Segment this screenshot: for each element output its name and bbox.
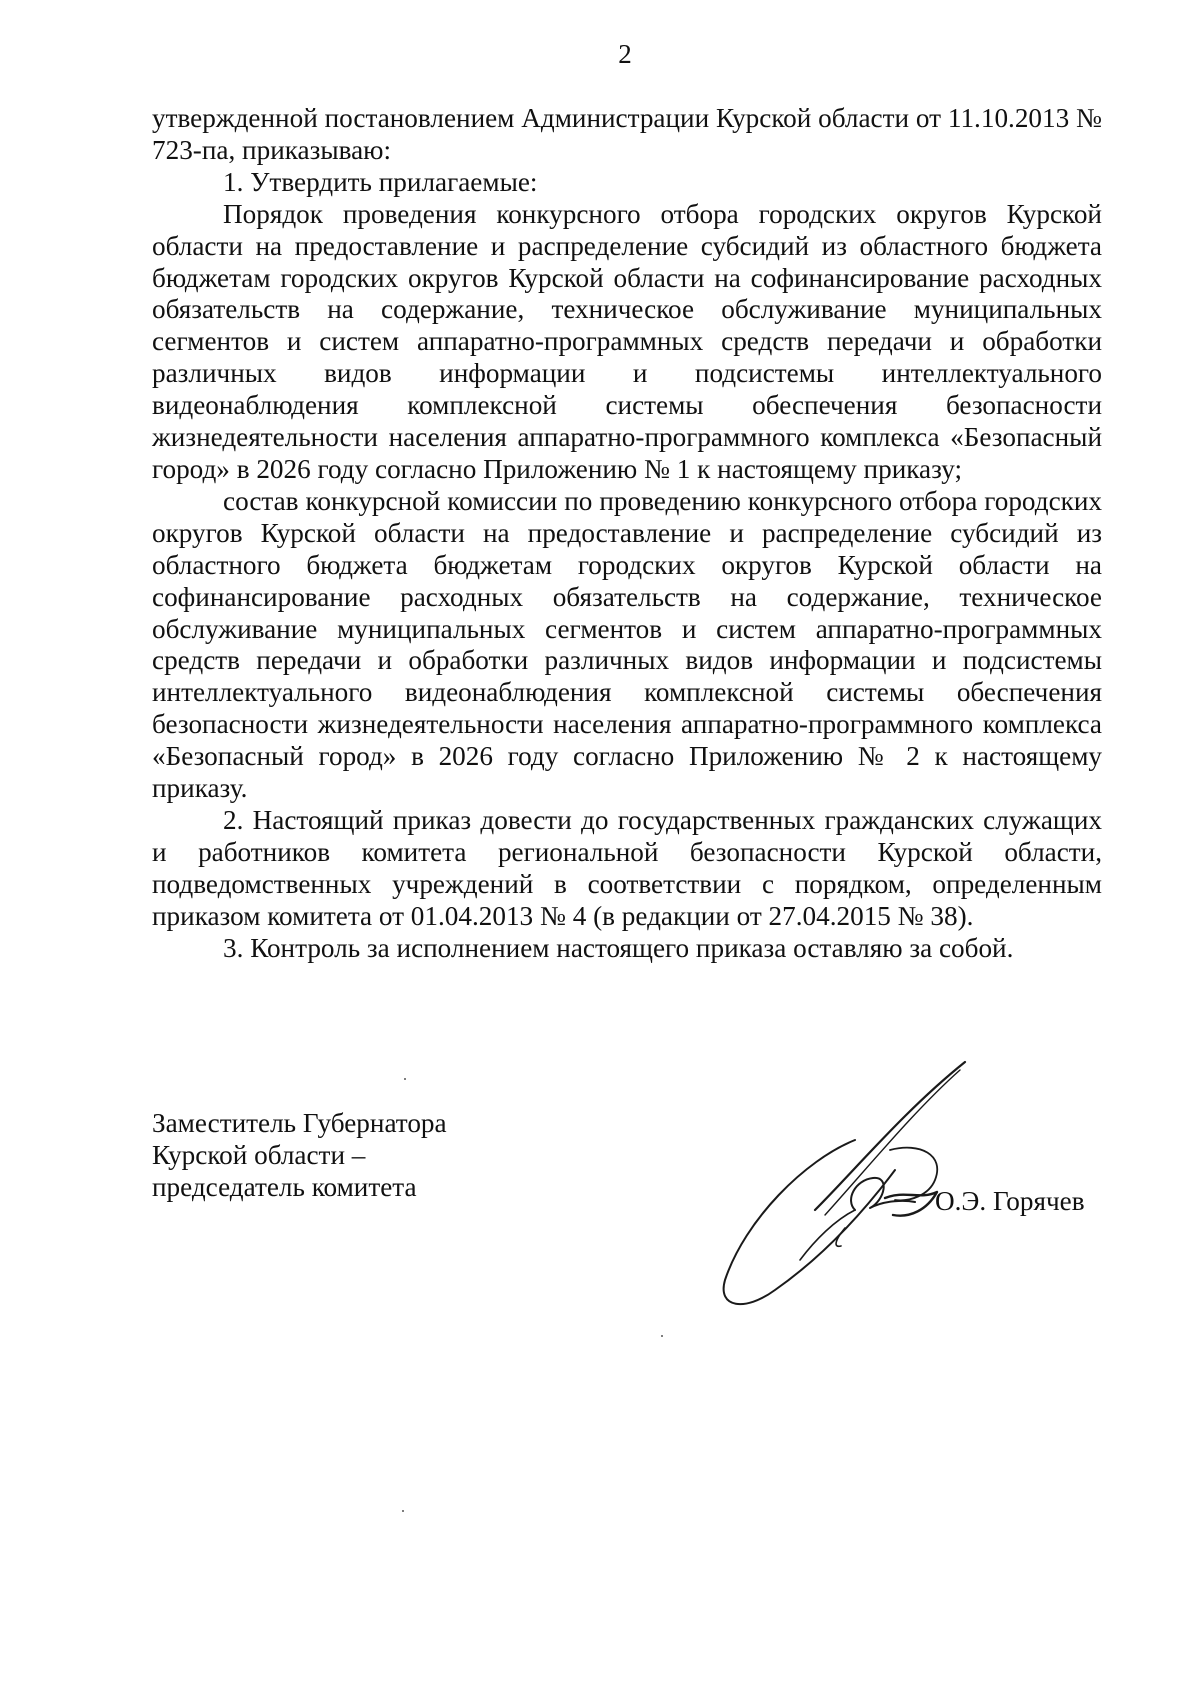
signatory-position: [152, 1107, 447, 1203]
scan-speck: [402, 1510, 404, 1512]
handwritten-signature: [705, 1050, 1025, 1310]
paragraph-item-1: 1. Утвердить прилагаемые:: [223, 166, 538, 197]
paragraph-item-2: 2. Настоящий приказ довести до государственных гражданских служащих и работников комитета региональной безопасности Курской области, подведомственных учреждений в соответствии с порядком, определенным приказом комитета от 01.04.2013 № 4 (в редакции от 27.04.2015 № 38).: [152, 804, 1102, 931]
scan-speck: [404, 1078, 406, 1080]
paragraph-item-3: 3. Контроль за исполнением настоящего приказа оставляю за собой.: [223, 932, 1014, 963]
position-line: председатель комитета: [152, 1172, 417, 1202]
signer-name: О.Э. Горячев: [935, 1186, 1085, 1216]
scan-speck: [661, 1335, 663, 1337]
page-number: 2: [618, 39, 632, 69]
position-line: Курской области –: [152, 1140, 366, 1170]
order-body: [152, 103, 1102, 964]
paragraph-preamble-continuation: утвержденной постановлением Администрации Курской области от 11.10.2013 № 723-па, приказываю:: [152, 103, 1102, 165]
paragraph-procedure: Порядок проведения конкурсного отбора городских округов Курской области на предоставление и распределение субсидий из областного бюджета бюджетам городских округов Курской области на софинансирование расходных обязательств на содержание, техническое обслуживание муниципальных сегментов и систем аппаратно-программных средств передачи и обработки различных видов информации и подсистемы интеллектуального видеонаблюдения комплексной системы обеспечения безопасности жизнедеятельности населения аппаратно-программного комплекса «Безопасный город» в 2026 году согласно Приложению № 1 к настоящему приказу;: [152, 198, 1102, 484]
paragraph-commission: состав конкурсной комиссии по проведению конкурсного отбора городских округов Курской области на предоставление и распределение субсидий из областного бюджета бюджетам городских округов Курской области на софинансирование расходных обязательств на содержание, техническое обслуживание муниципальных сегментов и систем аппаратно-программных средств передачи и обработки различных видов информации и подсистемы интеллектуального видеонаблюдения комплексной системы обеспечения безопасности жизнедеятельности населения аппаратно-программного комплекса «Безопасный город» в 2026 году согласно Приложению № 2 к настоящему приказу.: [152, 485, 1102, 804]
position-line: Заместитель Губернатора: [152, 1108, 447, 1138]
